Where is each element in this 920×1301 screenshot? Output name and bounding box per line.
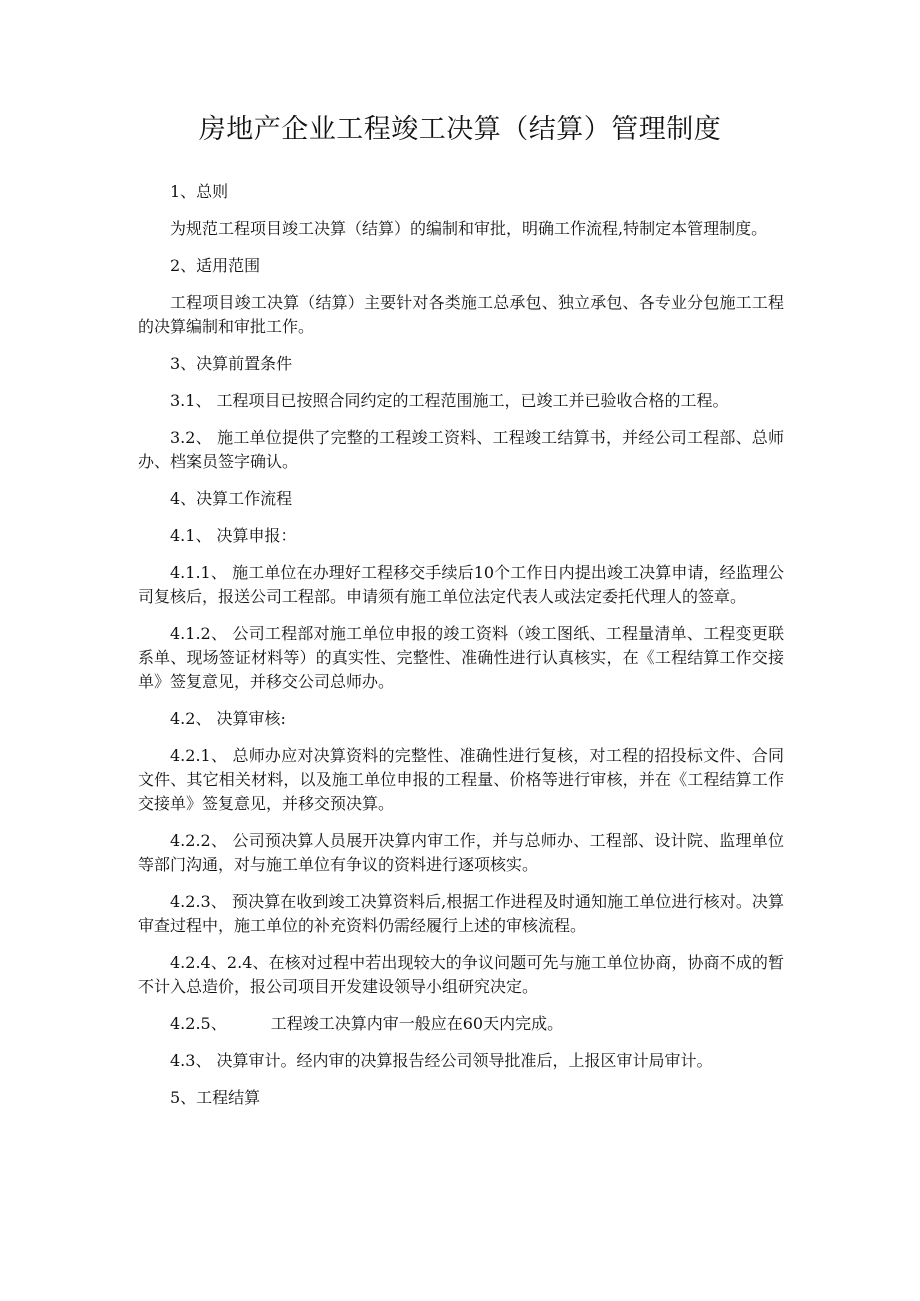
paragraph: 4.2.1、 总师办应对决算资料的完整性、准确性进行复核，对工程的招投标文件、合同文件、其它相关材料，以及施工单位申报的工程量、价格等进行审核，并在《工程结算工作交接单》签复意见，并移交预决算。 xyxy=(138,746,784,813)
paragraph: 3.1、 工程项目已按照合同约定的工程范围施工，已竣工并已验收合格的工程。 xyxy=(170,391,729,410)
paragraph: 为规范工程项目竣工决算（结算）的编制和审批，明确工作流程,特制定本管理制度。 xyxy=(170,219,768,238)
paragraph: 4.2.4、2.4、在核对过程中若出现较大的争议问题可先与施工单位协商，协商不成的暂不计入总造价，报公司项目开发建设领导小组研究决定。 xyxy=(138,953,784,996)
paragraph: 4.2、 决算审核: xyxy=(170,709,286,728)
section-heading: 2、适用范围 xyxy=(170,256,261,275)
paragraph: 4.1、 决算申报： xyxy=(170,526,297,545)
paragraph: 4.2.3、 预决算在收到竣工决算资料后,根据工作进程及时通知施工单位进行核对。决算审查过程中，施工单位的补充资料仍需经履行上述的审核流程。 xyxy=(138,892,784,935)
paragraph-425 xyxy=(138,1012,784,1036)
paragraph: 4.3、 决算审计。经内审的决算报告经公司领导批准后，上报区审计局审计。 xyxy=(170,1051,713,1070)
section-heading: 5、工程结算 xyxy=(170,1088,261,1107)
paragraph: 4.2.2、 公司预决算人员展开决算内审工作，并与总师办、工程部、设计院、监理单位等部门沟通，对与施工单位有争议的资料进行逐项核实。 xyxy=(138,831,784,874)
section-heading: 4、决算工作流程 xyxy=(170,489,293,508)
paragraph: 3.2、 施工单位提供了完整的工程竣工资料、工程竣工结算书，并经公司工程部、总师办、档案员签字确认。 xyxy=(138,428,784,471)
paragraph-425-number: 4.2.5、 xyxy=(170,1014,227,1033)
document-title: 房地产企业工程竣工决算（结算）管理制度 xyxy=(198,114,722,145)
section-heading: 1、总则 xyxy=(170,182,229,201)
section-heading: 3、决算前置条件 xyxy=(170,354,293,373)
paragraph: 4.1.2、 公司工程部对施工单位申报的竣工资料（竣工图纸、工程量清单、工程变更联系单、现场签证材料等）的真实性、完整性、准确性进行认真核实，在《工程结算工作交接单》签复意见，并移交公司总师办。 xyxy=(138,624,784,691)
paragraph: 工程项目竣工决算（结算）主要针对各类施工总承包、独立承包、各专业分包施工工程的决算编制和审批工作。 xyxy=(138,293,784,336)
document-body xyxy=(138,180,784,1123)
paragraph-425-text: 工程竣工决算内审一般应在60天内完成。 xyxy=(270,1014,564,1033)
paragraph: 4.1.1、 施工单位在办理好工程移交手续后10个工作日内提出竣工决算申请，经监理公司复核后，报送公司工程部。申请须有施工单位法定代表人或法定委托代理人的签章。 xyxy=(138,563,784,606)
